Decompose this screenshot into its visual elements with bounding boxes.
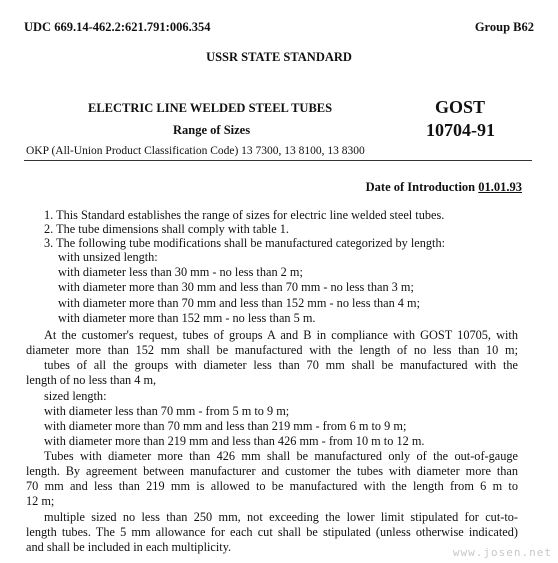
paragraph-line: length tubes. The 5 mm allowance for each cut shall be stipulated (unless otherwise indicated) (26, 525, 518, 539)
list-item: with diameter more than 70 mm and less than 152 mm - no less than 4 m; (58, 296, 421, 310)
list-item: with diameter more than 70 mm and less than 219 mm - from 6 m to 9 m; (44, 419, 407, 433)
paragraph-line: tubes of all the groups with diameter less than 70 mm shall be manufactured with the (44, 358, 518, 372)
gost-number: 10704-91 (426, 120, 495, 140)
paragraph-line: and shall be included in each multiplicity. (26, 540, 232, 554)
standard-line: USSR STATE STANDARD (206, 50, 352, 64)
intro-label: Date of Introduction (365, 180, 476, 194)
document-subtitle: Range of Sizes (173, 123, 251, 137)
watermark: www.josen.net (452, 546, 552, 559)
paragraph-line: Tubes with diameter more than 426 mm shall be manufactured only of the out-of-gauge (44, 449, 518, 463)
paragraph-line: At the customer's request, tubes of groups A and B in compliance with GOST 10705, with (44, 328, 518, 342)
list-item: with diameter more than 219 mm and less than 426 mm - from 10 m to 12 m. (44, 434, 425, 448)
list-item: with diameter less than 30 mm - no less than 2 m; (58, 265, 303, 279)
udc-code: UDC 669.14-462.2:621.791:006.354 (24, 20, 211, 34)
intro-date: 01.01.93 (478, 180, 522, 194)
date-of-introduction (366, 180, 522, 195)
para-3: 3. The following tube modifications shall be manufactured categorized by length: (44, 236, 446, 250)
paragraph-line: length of no less than 4 m, (26, 373, 157, 387)
group-code: Group B62 (474, 20, 534, 34)
gost-label: GOST (435, 97, 486, 117)
para-2: 2. The tube dimensions shall comply with table 1. (44, 222, 289, 236)
paragraph-line: 70 mm and less than 219 mm is allowed to be manufactured with the length from 6 m to (26, 479, 518, 493)
paragraph-line: multiple sized no less than 250 mm, not exceeding the lower limit stipulated for cut-to- (44, 510, 518, 524)
document-title: ELECTRIC LINE WELDED STEEL TUBES (88, 101, 333, 115)
paragraph-line: 12 m; (26, 494, 55, 508)
paragraph-line: length. By agreement between manufacturer and customer the tubes with diameter more than (26, 464, 518, 478)
divider (24, 160, 532, 161)
list-item: with diameter more than 152 mm - no less than 5 m. (58, 311, 316, 325)
list-item: with diameter less than 70 mm - from 5 m to 9 m; (44, 404, 290, 418)
para-1: 1. This Standard establishes the range of sizes for electric line welded steel tubes. (44, 208, 445, 222)
okp-code: OKP (All-Union Product Classification Code) 13 7300, 13 8100, 13 8300 (26, 145, 365, 157)
paragraph-line: diameter more than 152 mm shall be manufactured with the length of no less than 10 m; (26, 343, 518, 357)
list-heading-unsized: with unsized length: (58, 250, 158, 264)
list-heading-sized: sized length: (44, 389, 107, 403)
list-item: with diameter more than 30 mm and less than 70 mm - no less than 3 m; (58, 280, 414, 294)
